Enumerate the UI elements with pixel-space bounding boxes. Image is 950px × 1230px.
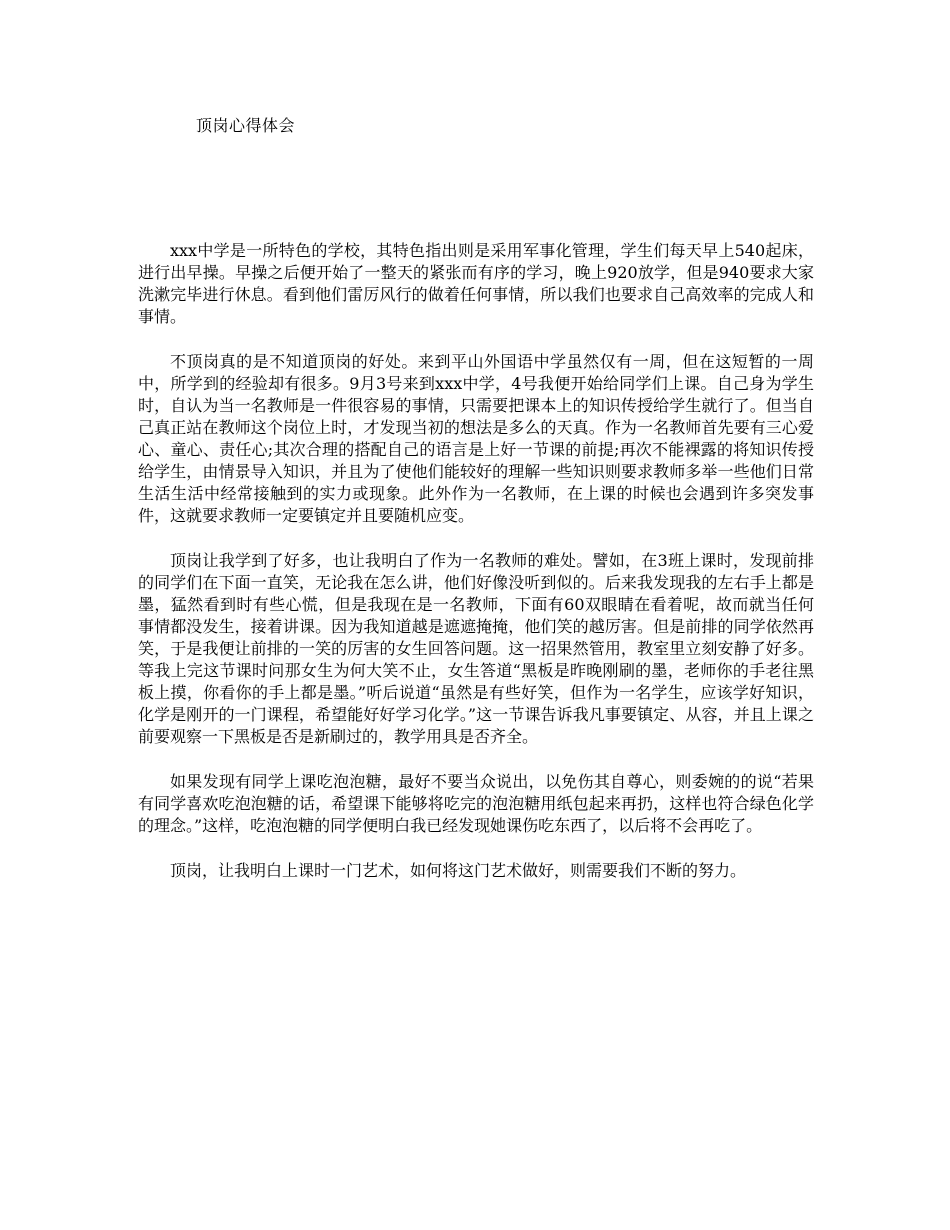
document-title: 顶岗心得体会: [196, 116, 296, 135]
paragraph-4: 如果发现有同学上课吃泡泡糖，最好不要当众说出，以免伤其自尊心，则委婉的的说“若果有同学喜欢吃泡泡糖的话，希望课下能够将吃完的泡泡糖用纸包起来再扔，这样也符合绿色化学的理念。”这样，吃泡泡糖的同学便明白我已经发现她课伤吃东西了，以后将不会再吃了。: [138, 772, 814, 835]
paragraph-1: xxx中学是一所特色的学校，其特色指出则是采用军事化管理，学生们每天早上540起床，进行出早操。早操之后便开始了一整天的紧张而有序的学习，晚上920放学，但是940要求大家洗漱完毕进行休息。看到他们雷厉风行的做着任何事情，所以我们也要求自己高效率的完成人和事情。: [138, 241, 814, 326]
paragraph-5: 顶岗，让我明白上课时一门艺术，如何将这门艺术做好，则需要我们不断的努力。: [170, 861, 747, 880]
paragraph-3: 顶岗让我学到了好多，也让我明白了作为一名教师的难处。譬如，在3班上课时，发现前排的同学们在下面一直笑，无论我在怎么讲，他们好像没听到似的。后来我发现我的左右手上都是墨，猛然看到时有些心慌，但是我现在是一名教师，下面有60双眼睛在看着呢，故而就当任何事情都没发生，接着讲课。因为我知道越是遮遮掩掩，他们笑的越厉害。但是前排的同学依然再笑，于是我便让前排的一笑的厉害的女生回答问题。这一招果然管用，教室里立刻安静了好多。等我上完这节课时问那女生为何大笑不止，女生答道“黑板是昨晚刚刷的墨，老师你的手老往黑板上摸，你看你的手上都是墨。”听后说道“虽然是有些好笑，但作为一名学生，应该学好知识，化学是刚开的一门课程，希望能好好学习化学。”这一节课告诉我凡事要镇定、从容，并且上课之前要观察一下黑板是否是新刷过的，教学用具是否齐全。: [138, 551, 814, 746]
paragraph-2: 不顶岗真的是不知道顶岗的好处。来到平山外国语中学虽然仅有一周，但在这短暂的一周中，所学到的经验却有很多。9月3号来到xxx中学，4号我便开始给同学们上课。自己身为学生时，自认为当一名教师是一件很容易的事情，只需要把课本上的知识传授给学生就行了。但当自己真正站在教师这个岗位上时，才发现当初的想法是多么的天真。作为一名教师首先要有三心爱心、童心、责任心;其次合理的搭配自己的语言是上好一节课的前提;再次不能裸露的将知识传授给学生，由情景导入知识，并且为了使他们能较好的理解一些知识则要求教师多举一些他们日常生活生活中经常接触到的实力或现象。此外作为一名教师，在上课的时候也会遇到许多突发事件，这就要求教师一定要镇定并且要随机应变。: [138, 352, 814, 525]
document-body: [138, 240, 814, 905]
